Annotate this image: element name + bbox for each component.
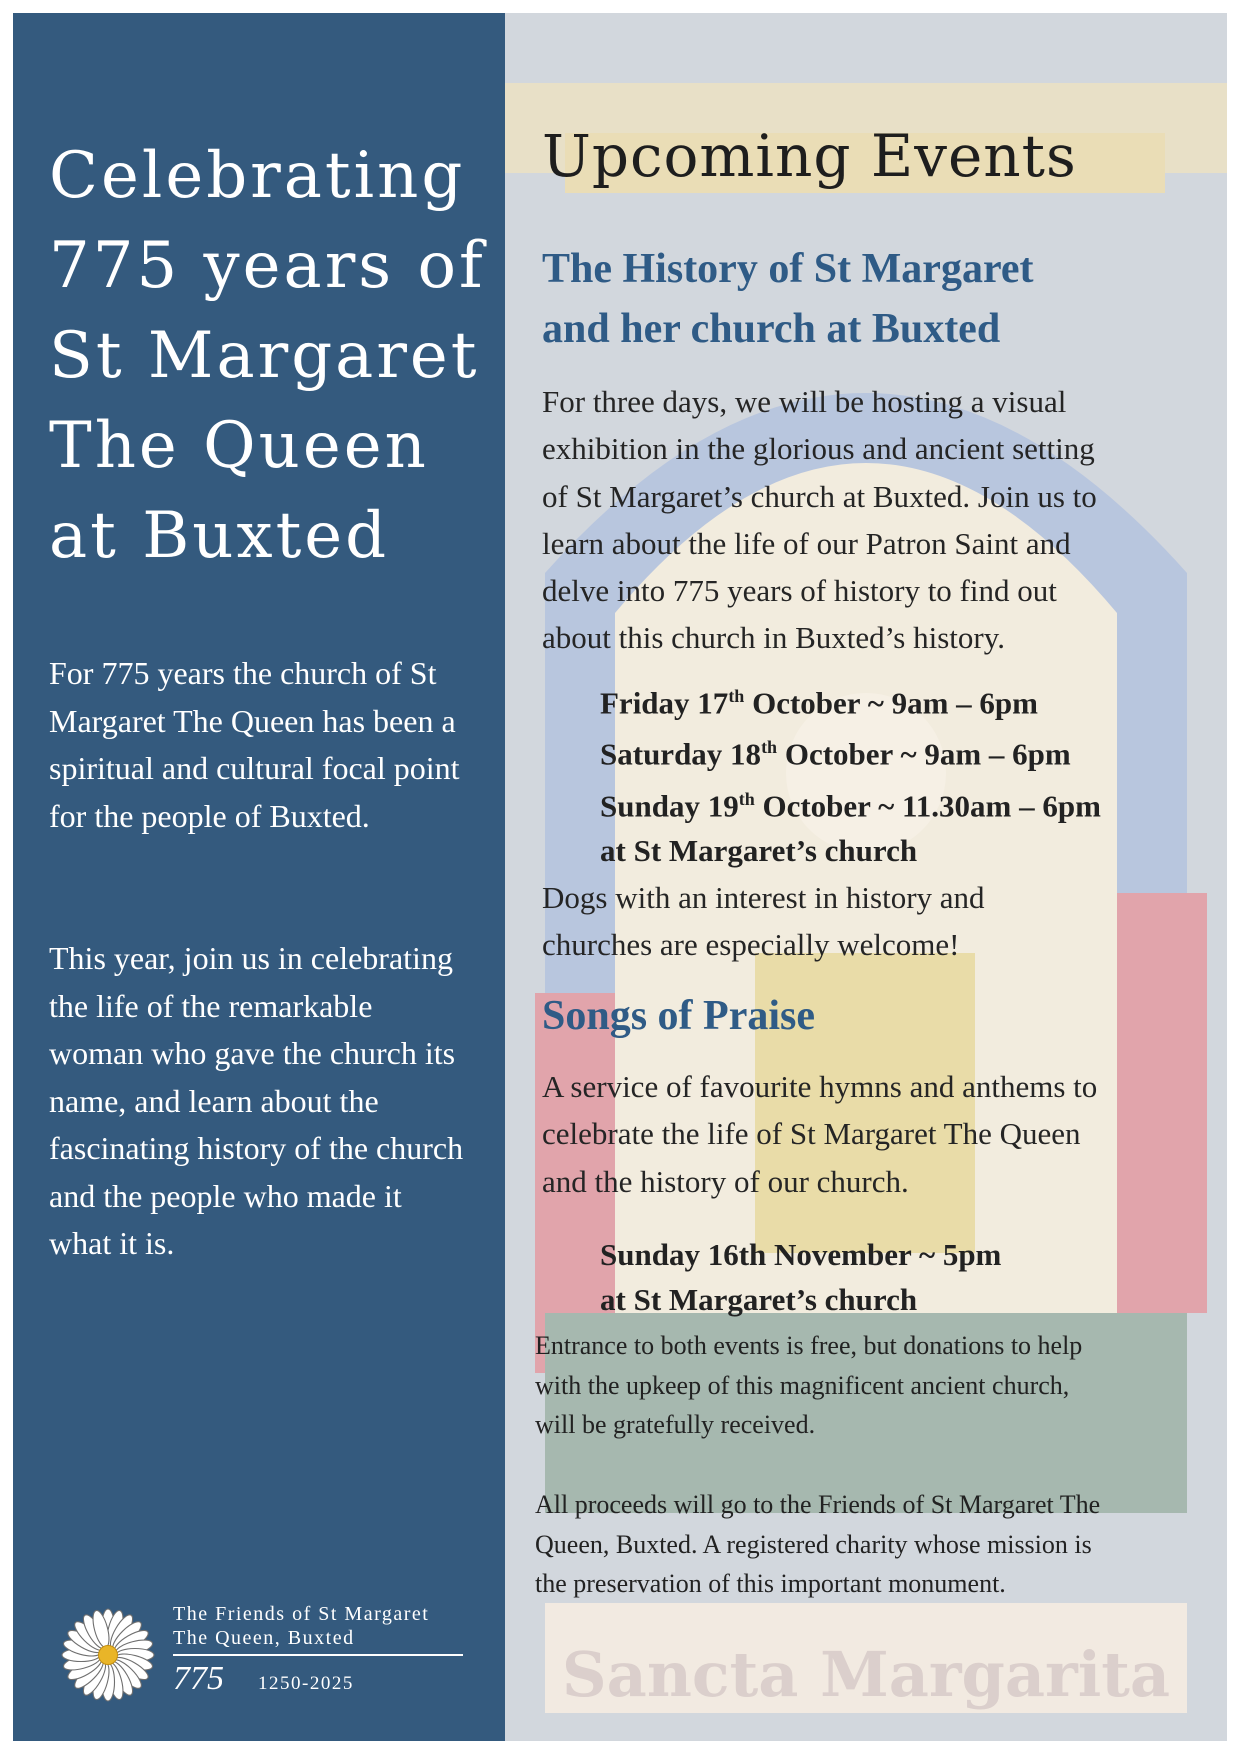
description-line: A service of favourite hymns and anthems to: [542, 1069, 1098, 1104]
charity-name-line: The Friends of St Margaret: [173, 1603, 430, 1625]
heading-line: The History of St Margaret: [542, 246, 1034, 292]
note-line: the preservation of this important monument.: [535, 1569, 1006, 1598]
ordinal-suffix: th: [738, 788, 755, 809]
ordinal-suffix: th: [761, 737, 778, 758]
title-line: St Margaret: [49, 319, 480, 393]
proceeds-note: [535, 1485, 1100, 1604]
daisy-icon: [58, 1605, 158, 1705]
note-line: All proceeds will go to the Friends of St Margaret The: [535, 1490, 1101, 1519]
songs-of-praise-schedule: [600, 1232, 1001, 1322]
schedule-location: at St Margaret’s church: [600, 832, 918, 868]
logo-divider: [173, 1654, 463, 1656]
description-line: celebrate the life of St Margaret The Queen: [542, 1116, 1081, 1152]
note-line: churches are especially welcome!: [542, 927, 960, 963]
schedule-time: October ~ 9am – 6pm: [744, 685, 1038, 721]
description-line: delve into 775 years of history to find out: [542, 573, 1057, 609]
ordinal-suffix: th: [728, 686, 745, 706]
history-event-description: [542, 378, 1097, 662]
title-line: 775 years of: [49, 229, 486, 303]
schedule-line: [600, 725, 1101, 776]
events-title: Upcoming Events: [542, 122, 1077, 190]
note-line: will be gratefully received.: [535, 1410, 816, 1439]
note-line: Entrance to both events is free, but donations to help: [535, 1331, 1083, 1360]
logo-years: 1250-2025: [258, 1673, 354, 1694]
main-title: [49, 131, 489, 581]
title-line: Celebrating: [49, 139, 466, 213]
description-line: learn about the life of our Patron Saint and: [542, 525, 1071, 561]
description-line: exhibition in the glorious and ancient setting: [542, 431, 1095, 467]
intro-paragraph: For 775 years the church of St Margaret The Queen has been a spiritual and cultural focal point for the people of Buxted.: [49, 655, 460, 834]
invitation-paragraph: This year, join us in celebrating the life of the remarkable woman who gave the church its name, and learn about the fascinating history of the church and the people who made it what it is.: [49, 940, 464, 1261]
note-line: Dogs with an interest in history and: [542, 880, 985, 915]
heading-line: and her church at Buxted: [542, 306, 1001, 352]
songs-of-praise-description: [542, 1063, 1097, 1205]
right-panel: [505, 13, 1227, 1741]
schedule-day: Friday 17: [600, 685, 729, 721]
description-line: of St Margaret’s church at Buxted. Join us to: [542, 478, 1097, 514]
schedule-time: October ~ 9am – 6pm: [777, 736, 1071, 772]
history-event-schedule: [600, 674, 1101, 873]
schedule-day: Sunday 19: [600, 787, 739, 823]
dogs-welcome-note: [542, 874, 985, 969]
schedule-line: [600, 777, 1101, 828]
title-line: The Queen: [49, 409, 429, 483]
description-line: and the history of our church.: [542, 1163, 909, 1199]
entrance-note: [535, 1326, 1082, 1445]
songs-of-praise-heading: Songs of Praise: [542, 993, 815, 1039]
schedule-line: [600, 674, 1101, 725]
charity-name: [173, 1602, 463, 1650]
events-content: [505, 13, 1227, 1741]
schedule-time: October ~ 11.30am – 6pm: [754, 787, 1101, 823]
schedule-day: Saturday 18: [600, 736, 762, 772]
title-line: at Buxted: [49, 499, 390, 573]
schedule-location: at St Margaret’s church: [600, 1282, 918, 1317]
left-panel: [13, 13, 505, 1741]
schedule-line: Sunday 16th November ~ 5pm: [600, 1237, 1002, 1272]
note-line: with the upkeep of this magnificent ancient church,: [535, 1370, 1070, 1400]
description-line: about this church in Buxted’s history.: [542, 620, 1005, 656]
history-event-heading: [542, 239, 1033, 359]
logo-number: 775: [173, 1660, 224, 1697]
charity-name-line: The Queen, Buxted: [173, 1627, 355, 1649]
description-line: For three days, we will be hosting a visual: [542, 384, 1067, 419]
note-line: Queen, Buxted. A registered charity whose mission is: [535, 1529, 1092, 1559]
window-inscription: Sancta Margarita: [561, 1638, 1171, 1711]
